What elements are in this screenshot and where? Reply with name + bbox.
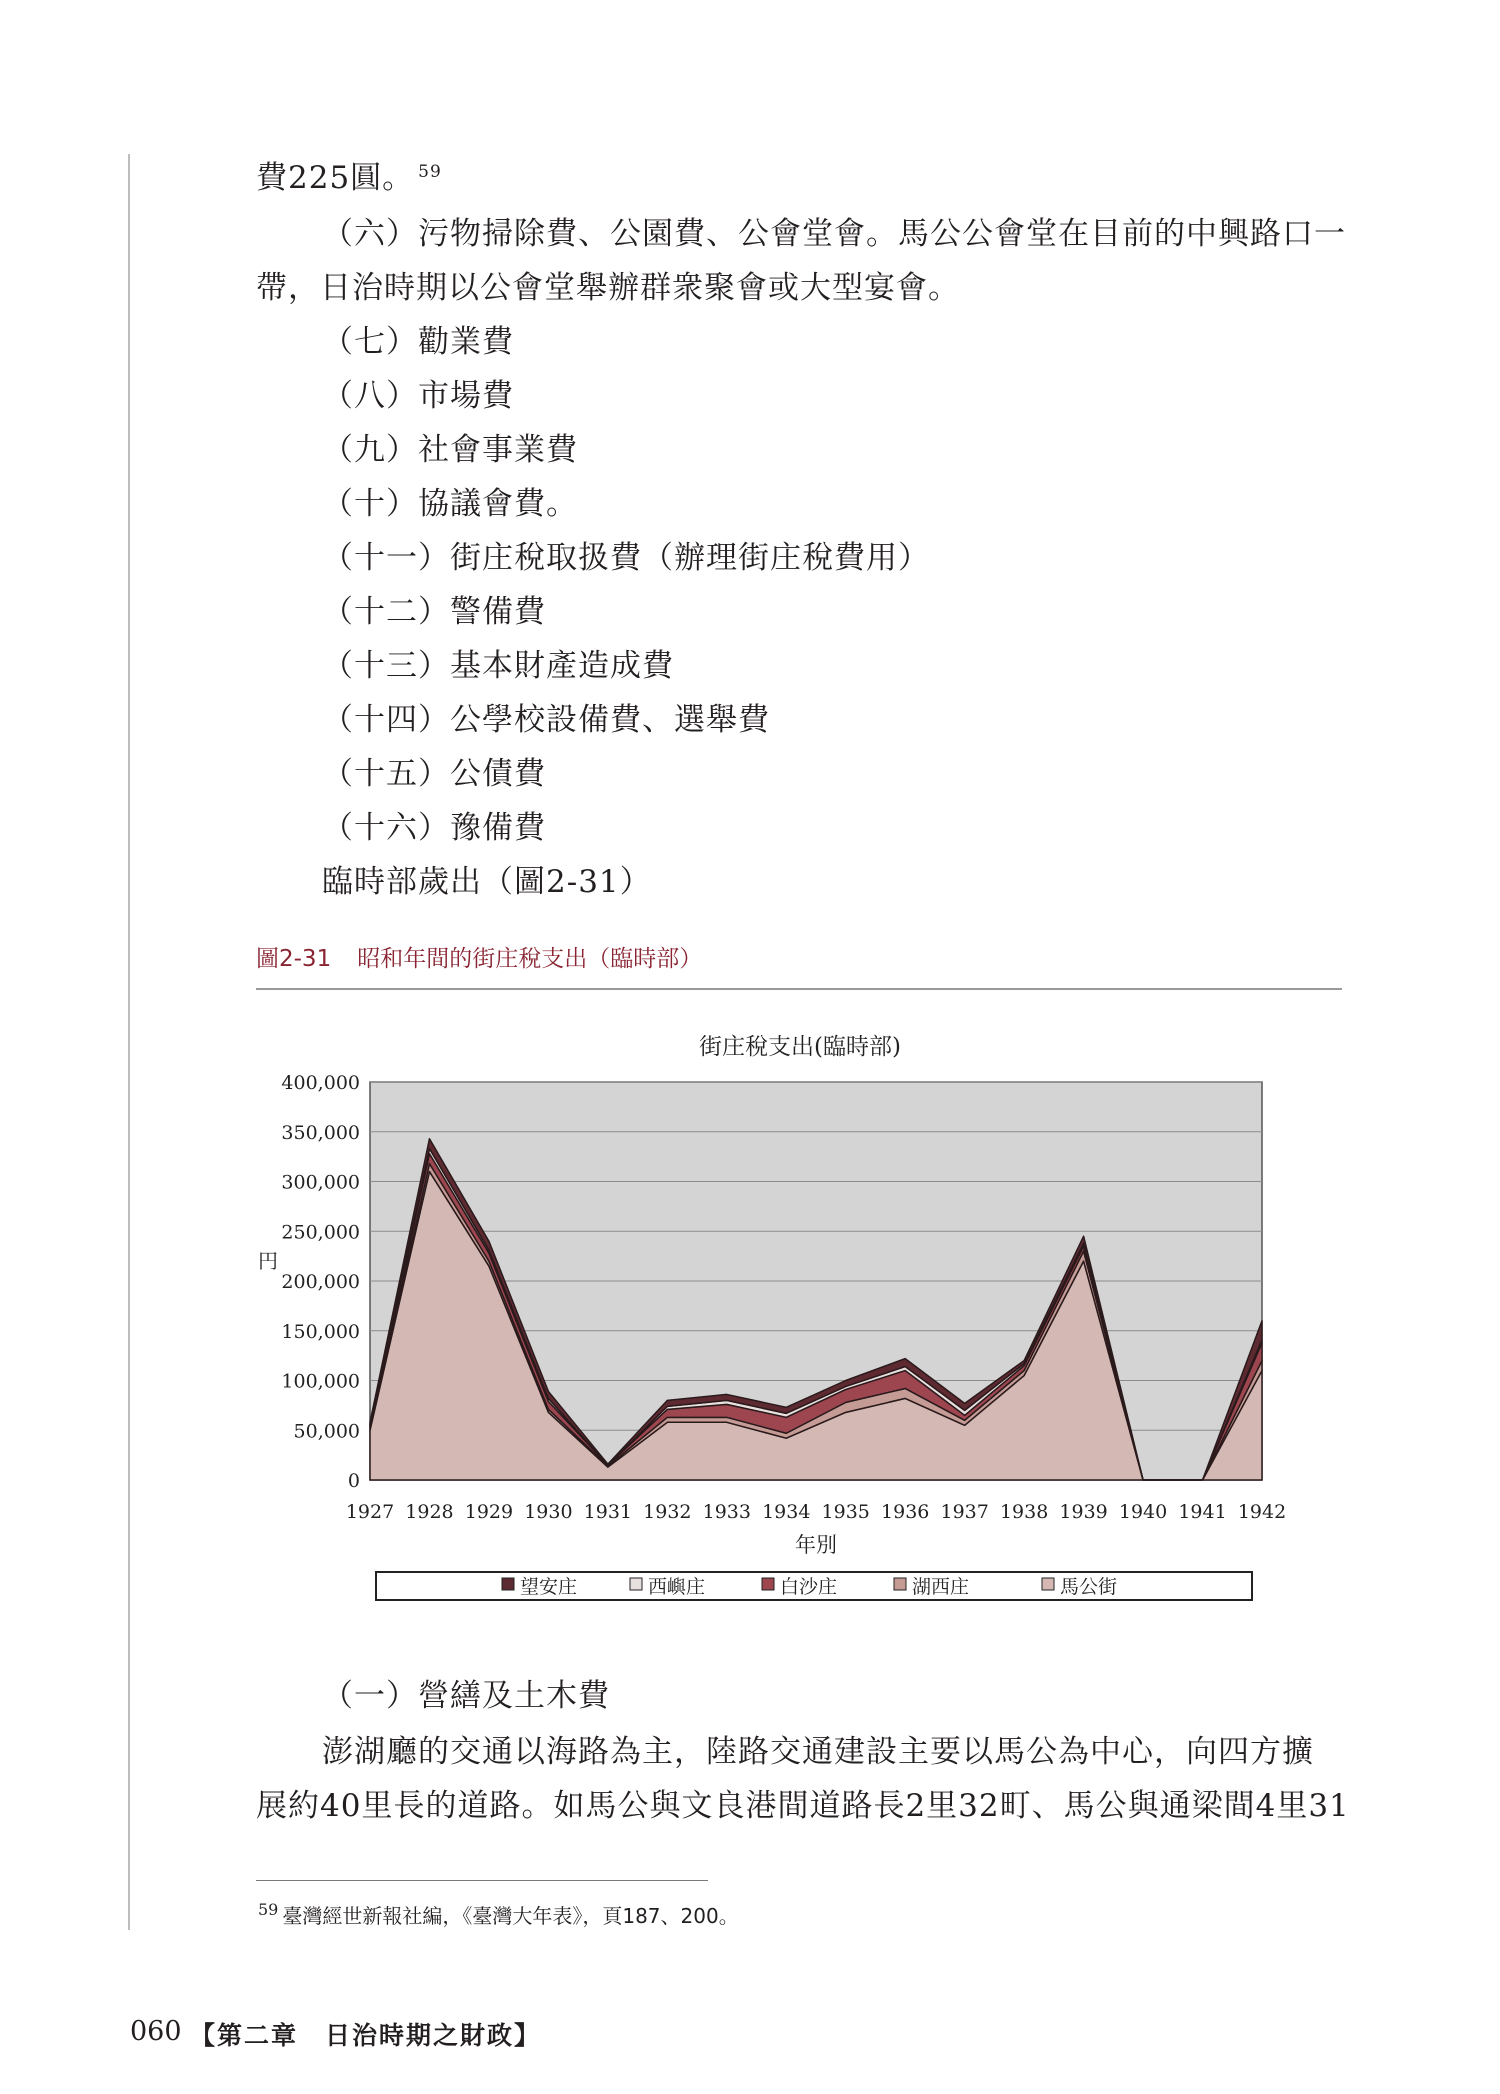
legend-label: 白沙庄	[780, 1576, 838, 1598]
y-tick-label: 0	[347, 1470, 360, 1492]
footnote	[258, 1900, 739, 1929]
list-item: （十四）公學校設備費、選舉費	[322, 702, 770, 738]
y-tick-label: 50,000	[293, 1420, 360, 1443]
legend-swatch	[762, 1578, 774, 1590]
list-item: （十六）豫備費	[322, 810, 546, 846]
legend-label: 湖西庄	[912, 1576, 970, 1598]
area-chart	[240, 1020, 1300, 1620]
list-item: （九）社會事業費	[322, 432, 578, 468]
caption-rule	[256, 988, 1342, 990]
footnote-rule	[256, 1880, 708, 1881]
list-item: （八）市場費	[322, 378, 514, 414]
y-tick-label: 250,000	[281, 1221, 360, 1244]
list-item: （七）勸業費	[322, 324, 514, 360]
x-tick-label: 1929	[464, 1501, 514, 1523]
x-tick-label: 1937	[940, 1501, 989, 1523]
footnote-reference[interactable]: 59	[418, 162, 442, 182]
x-tick-label: 1931	[583, 1501, 633, 1523]
temporary-section-heading: 臨時部歲出（圖2-31）	[322, 864, 652, 900]
page-number: 060	[130, 2016, 182, 2047]
x-tick-label: 1936	[881, 1501, 930, 1523]
x-axis-label: 年別	[795, 1533, 837, 1557]
y-tick-label: 300,000	[281, 1171, 360, 1194]
x-tick-label: 1940	[1118, 1501, 1168, 1523]
body-line-1	[256, 158, 442, 198]
figure-number: 圖2-31	[256, 946, 332, 972]
x-tick-label: 1927	[345, 1501, 395, 1523]
paragraph-line: 澎湖廳的交通以海路為主，陸路交通建設主要以馬公為中心，向四方擴	[322, 1734, 1314, 1770]
y-tick-label: 400,000	[281, 1072, 360, 1094]
list-item: （十五）公債費	[322, 756, 546, 792]
list-item: （十一）街庄稅取扱費（辦理街庄稅費用）	[322, 540, 930, 576]
figure-caption	[256, 940, 702, 973]
x-tick-labels	[346, 1501, 1286, 1523]
section-heading: （一）營繕及土木費	[322, 1678, 610, 1714]
legend-swatch	[502, 1578, 514, 1590]
legend-label: 馬公街	[1060, 1576, 1118, 1598]
y-tick-labels	[281, 1072, 360, 1492]
legend-label: 望安庄	[520, 1576, 578, 1598]
footnote-text: 臺灣經世新報社編，《臺灣大年表》，頁187、200。	[282, 1904, 739, 1928]
x-tick-label: 1939	[1059, 1501, 1108, 1523]
x-tick-label: 1932	[643, 1501, 692, 1523]
paragraph-line: 展約40里長的道路。如馬公與文良港間道路長2里32町、馬公與通梁間4里31	[256, 1788, 1350, 1824]
margin-rule	[128, 154, 130, 1930]
x-tick-label: 1930	[524, 1501, 573, 1523]
legend-label: 西嶼庄	[648, 1576, 706, 1598]
figure-title: 昭和年間的街庄稅支出（臨時部）	[357, 946, 703, 972]
y-axis-label: 円	[258, 1249, 278, 1273]
x-tick-label: 1941	[1178, 1501, 1227, 1523]
footnote-mark: 59	[258, 1900, 279, 1919]
x-tick-label: 1933	[702, 1501, 751, 1523]
legend-swatch	[630, 1578, 642, 1590]
chapter-title: 【第二章 日治時期之財政】	[190, 2021, 542, 2050]
list-item: （十二）警備費	[322, 594, 546, 630]
x-tick-label: 1935	[821, 1501, 870, 1523]
body-line-1-text: 費225圓。	[256, 160, 415, 196]
y-tick-label: 150,000	[281, 1320, 360, 1343]
chart-title: 街庄稅支出(臨時部)	[699, 1034, 901, 1060]
x-tick-label: 1942	[1237, 1501, 1287, 1523]
y-tick-label: 200,000	[281, 1271, 360, 1293]
legend-swatch	[894, 1578, 906, 1590]
body-line-3: 帶，日治時期以公會堂舉辦群衆聚會或大型宴會。	[256, 270, 960, 306]
x-tick-label: 1928	[405, 1501, 454, 1523]
y-tick-label: 100,000	[281, 1370, 360, 1393]
y-tick-label: 350,000	[281, 1121, 360, 1144]
list-item: （十）協議會費。	[322, 486, 578, 522]
x-tick-label: 1938	[999, 1501, 1049, 1523]
body-line-2: （六）污物掃除費、公園費、公會堂會。馬公公會堂在目前的中興路口一	[322, 216, 1346, 252]
x-tick-label: 1934	[762, 1501, 811, 1523]
legend-swatch	[1042, 1578, 1054, 1590]
list-item: （十三）基本財產造成費	[322, 648, 674, 684]
